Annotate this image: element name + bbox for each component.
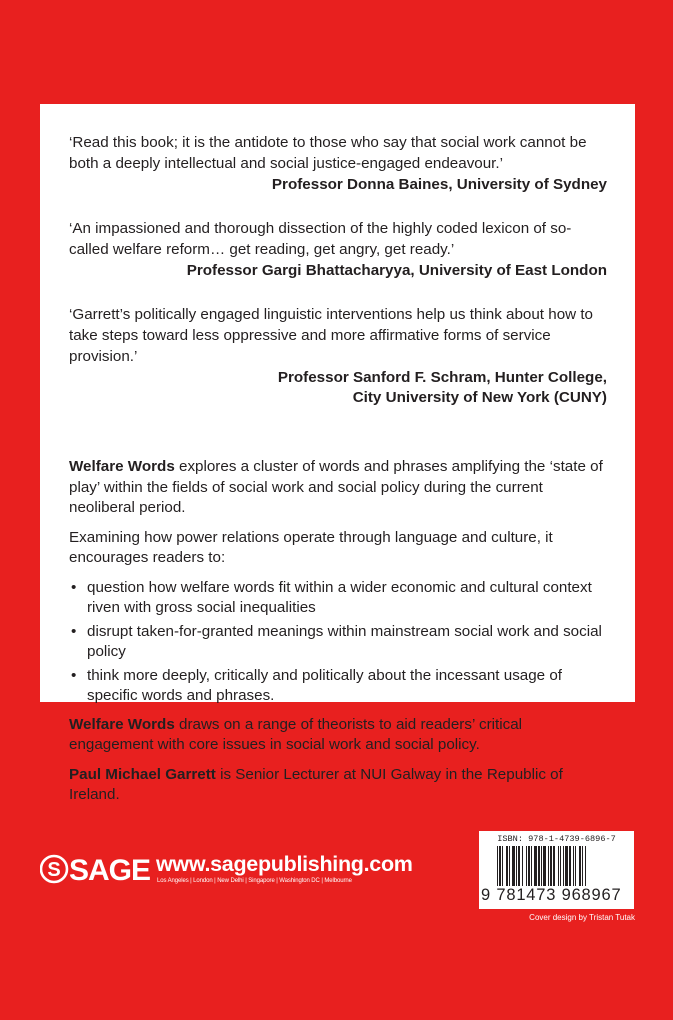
barcode-stripe (506, 846, 508, 886)
bullet-list (69, 578, 607, 706)
quote-text: ‘Garrett’s politically engaged linguistic interventions help us think about how to take steps toward less oppressive and more affirmative forms of service provision.’ (69, 306, 593, 365)
barcode-stripe (512, 846, 515, 886)
barcode-stripe (585, 846, 586, 886)
endorsement-quote-2 (69, 218, 607, 281)
barcode-stripe (541, 846, 542, 886)
description-paragraph-1: Welfare Words explores a cluster of words and phrases amplifying the ‘state of play’ within the fields of social work and social policy during the current neoliberal period. (69, 458, 603, 516)
attribution-line: Professor Donna Baines, University of Sydney (271, 176, 607, 193)
barcode-stripe (558, 846, 559, 886)
author-bio: Paul Michael Garrett is Senior Lecturer at NUI Galway in the Republic of Ireland. (69, 765, 563, 803)
quote-text: ‘Read this book; it is the antidote to those who say that social work cannot be both a deeply intellectual and social justice-engaged endeavour.’ (69, 134, 587, 172)
quote-text: ‘An impassioned and thorough dissection of the highly coded lexicon of so-called welfare reform… get reading, get angry, get ready.’ (69, 220, 572, 258)
svg-text:S: S (47, 859, 61, 881)
barcode-stripe (560, 846, 561, 886)
barcode-stripe (497, 846, 498, 886)
bullet-item: • disrupt taken-for-granted meanings within mainstream social work and social policy (71, 622, 602, 660)
barcode-stripe (499, 846, 501, 886)
barcode-stripe (526, 846, 527, 886)
bullet-icon: • (71, 666, 77, 684)
publisher-url[interactable]: www.sagepublishing.com (156, 852, 413, 876)
barcode-stripe (579, 846, 581, 886)
description-paragraph-3: Welfare Words draws on a range of theorists to aid readers’ critical engagement with core issues in social work and social policy. (69, 715, 523, 753)
bullet-icon: • (71, 578, 77, 596)
attribution-line: Professor Gargi Bhattacharyya, University of East London (186, 262, 607, 279)
ean-digits: 9 781473 968967 (481, 886, 622, 904)
barcode-stripe (516, 846, 517, 886)
barcode-stripe (528, 846, 530, 886)
barcode-stripe (518, 846, 520, 886)
cover-credit: Cover design by Tristan Tutak (529, 913, 635, 922)
barcode-stripe (563, 846, 564, 886)
book-title: Welfare Words (69, 458, 175, 475)
bullet-item: • question how welfare words fit within a wider economic and cultural context riven with gross social inequalities (71, 578, 592, 616)
barcode (479, 831, 634, 909)
barcode-stripe (553, 846, 555, 886)
barcode-stripe (538, 846, 540, 886)
bullet-icon: • (71, 622, 77, 640)
barcode-stripe (569, 846, 571, 886)
endorsement-quote-1 (69, 132, 607, 195)
quote-attribution (69, 175, 607, 195)
barcode-stripe (573, 846, 574, 886)
blurb-panel (40, 104, 635, 803)
barcode-stripe (550, 846, 552, 886)
attribution-line: Professor Sanford F. Schram, Hunter College, (277, 369, 607, 386)
barcode-stripe (531, 846, 532, 886)
barcode-stripe (534, 846, 537, 886)
barcode-stripe (565, 846, 568, 886)
barcode-stripe (522, 846, 523, 886)
barcode-stripe (548, 846, 549, 886)
book-title: Welfare Words (69, 715, 175, 733)
quote-attribution (69, 368, 607, 408)
author-name: Paul Michael Garrett (69, 765, 216, 783)
description-paragraph-2: Examining how power relations operate through language and culture, it encourages readers to: (69, 528, 553, 566)
sage-logo-text: SAGE (69, 854, 150, 885)
barcode-stripe (575, 846, 576, 886)
barcode-bars (497, 846, 617, 886)
quote-attribution (69, 261, 607, 281)
publisher-cities: Los Angeles | London | New Delhi | Singapore | Washington DC | Melbourne (157, 878, 352, 884)
sage-logo (40, 853, 150, 885)
endorsement-quote-3 (69, 304, 607, 408)
isbn-label: ISBN: 978-1-4739-6896-7 (497, 834, 616, 844)
bullet-item: • think more deeply, critically and politically about the incessant usage of specific words and phrases. (71, 666, 563, 704)
attribution-line: City University of New York (CUNY) (352, 389, 607, 406)
barcode-stripe (582, 846, 583, 886)
barcode-stripe (509, 846, 510, 886)
barcode-stripe (502, 846, 503, 886)
barcode-stripe (543, 846, 546, 886)
